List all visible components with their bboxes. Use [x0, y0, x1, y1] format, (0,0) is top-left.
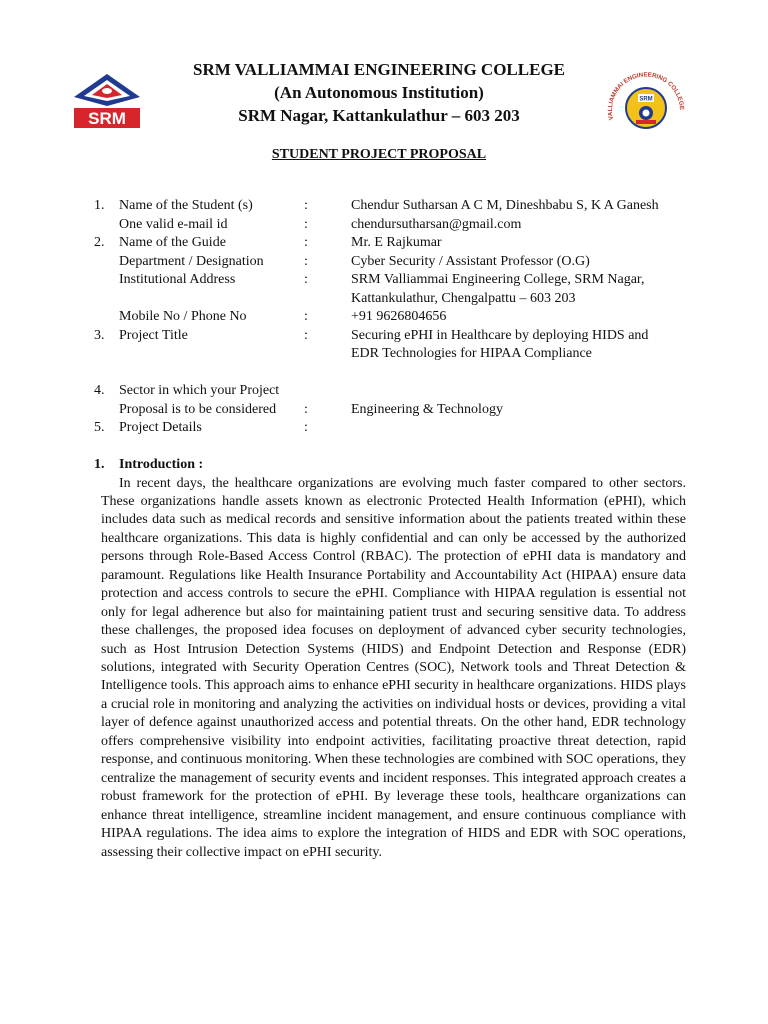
row-number: 2. [94, 235, 105, 250]
row-label: Proposal is to be considered [119, 401, 277, 417]
row-label: Institutional Address [119, 272, 236, 287]
row-label: Project Details [119, 420, 202, 435]
form-row [94, 234, 694, 253]
row-label: Project Title [119, 327, 188, 343]
row-colon: : [304, 309, 308, 324]
emblem-badge-text: SRM [639, 96, 653, 103]
document-title-text: STUDENT PROJECT PROPOSAL [271, 147, 487, 162]
row-value: Securing ePHI in Healthcare by deploying HIDS and [351, 327, 649, 343]
row-label: Name of the Student (s) [119, 198, 253, 213]
row-colon: : [304, 327, 308, 343]
row-label: Mobile No / Phone No [119, 309, 247, 324]
form-row [94, 382, 694, 401]
srm-logo-text: SRM [88, 109, 126, 128]
form-row [94, 345, 694, 364]
form-row [94, 364, 694, 383]
row-value: Cyber Security / Assistant Professor (O.G) [351, 253, 590, 269]
srm-logo [72, 72, 142, 130]
row-colon: : [304, 198, 308, 213]
row-label: Sector in which your Project [119, 383, 280, 398]
section-heading [94, 456, 686, 475]
row-colon: : [304, 272, 308, 287]
row-colon: : [304, 216, 308, 232]
form-row [94, 271, 694, 290]
row-label: Department / Designation [119, 253, 264, 269]
row-number: 1. [94, 198, 105, 213]
row-number: 4. [94, 383, 105, 398]
row-value: Kattankulathur, Chengalpattu – 603 203 [351, 290, 576, 306]
form-row [94, 197, 694, 216]
row-number: 3. [94, 327, 105, 343]
row-number: 5. [94, 420, 105, 435]
emblem-ring-text: VALLIAMMAI ENGINEERING COLLEGE [606, 71, 686, 121]
section-number: 1. [94, 457, 105, 472]
row-colon: : [304, 235, 308, 250]
college-name: SRM VALLIAMMAI ENGINEERING COLLEGE [192, 60, 566, 79]
proposal-form [94, 197, 694, 438]
row-value: Mr. E Rajkumar [351, 235, 442, 250]
introduction-section [94, 456, 686, 862]
row-label: One valid e-mail id [119, 216, 228, 232]
form-row [94, 253, 694, 272]
row-value: chendursutharsan@gmail.com [351, 216, 522, 232]
form-row [94, 401, 694, 420]
row-colon: : [304, 253, 308, 269]
row-value: SRM Valliammai Engineering College, SRM Nagar, [351, 272, 645, 287]
section-heading-text: Introduction : [119, 457, 204, 472]
row-value: Engineering & Technology [351, 401, 503, 417]
row-value: Chendur Sutharsan A C M, Dineshbabu S, K A Ganesh [351, 198, 659, 213]
row-label: Name of the Guide [119, 235, 226, 250]
form-row [94, 419, 694, 438]
college-address: SRM Nagar, Kattankulathur – 603 203 [238, 106, 520, 125]
row-value: EDR Technologies for HIPAA Compliance [351, 346, 592, 361]
form-row [94, 327, 694, 346]
row-colon: : [304, 420, 308, 435]
college-emblem [604, 70, 688, 136]
form-row [94, 216, 694, 235]
form-row [94, 290, 694, 309]
row-colon: : [304, 401, 308, 417]
institution-status: (An Autonomous Institution) [274, 83, 484, 102]
row-value: +91 9626804656 [351, 309, 447, 324]
document-title [150, 147, 608, 163]
introduction-paragraph: In recent days, the healthcare organizations are evolving much faster compared to other sectors. These organizations handle assets known as electronic Protected Health Information (ePHI), which includes data such as medical records and sensitive information about the patients treated within these healthcare organizations. This data is highly confidential and can only be accessed by the authorized persons through Role-Based Access Control (RBAC). The protection of ePHI data is mandatory and paramount. Regulations like Health Insurance Portability and Accountability Act (HIPAA) ensure data protection and access controls to secure the ePHI. Compliance with HIPAA regulation is essential not only for legal adherence but also for maintaining patient trust and securing sensitive data. To address these challenges, the proposed idea focuses on deployment of advanced cyber security technologies, such as Host Intrusion Detection Systems (HIDS) and Endpoint Detection and Response (EDR) solutions, integrated with Security Operation Centres (SOC), Network tools and Threat Detection & Intelligence tools. This approach aims to enhance ePHI security in healthcare organizations. HIDS plays a crucial role in monitoring and analyzing the activities on individual hosts or devices, providing a vital layer of defence against unauthorized access and potential threats. On the other hand, EDR technology offers comprehensive visibility into endpoint activities, facilitating proactive threat detection, rapid response, and continuous monitoring. When these technologies are combined with SOC operations, they centralize the management of security events and incident responses. This integrated approach creates a robust framework for the protection of ePHI. By leverage these tools, healthcare organizations can enhance threat intelligence, streamline incident management, and ensure continuous compliance with HIPAA regulations. The idea aims to explore the integration of HIDS and EDR with SOC operations, assessing their collective impact on ePHI security. [101, 475, 686, 860]
form-row [94, 308, 694, 327]
